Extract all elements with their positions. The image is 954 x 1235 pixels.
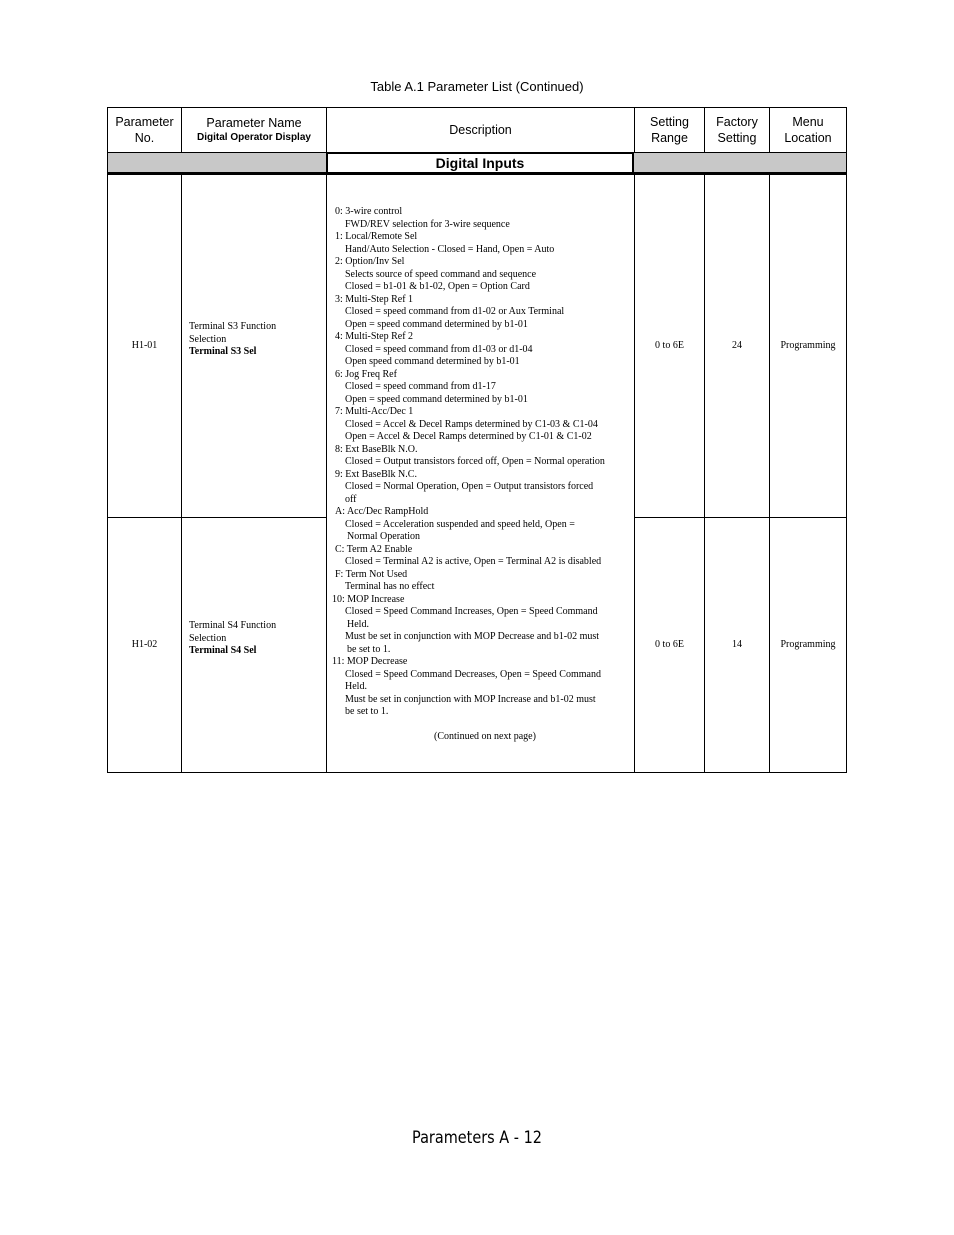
param-display: Terminal S4 Sel <box>189 645 257 656</box>
divider <box>181 108 182 152</box>
menu-location-h1-02: Programming <box>780 638 836 650</box>
header-setting-range <box>635 108 704 151</box>
desc-line: 4: Multi-Step Ref 2 <box>335 331 414 342</box>
param-no-h1-02: H1-02 <box>131 638 158 650</box>
divider <box>326 108 327 152</box>
header-parameter-name <box>182 108 326 151</box>
desc-line: Terminal has no effect <box>345 581 435 592</box>
desc-line: Closed = Terminal A2 is active, Open = Terminal A2 is disabled <box>345 556 602 567</box>
desc-line: Normal Operation <box>347 531 421 542</box>
setting-range-h1-01: 0 to 6E <box>655 339 684 351</box>
desc-line: FWD/REV selection for 3-wire sequence <box>345 218 510 230</box>
desc-line: Closed = speed command from d1-03 or d1-04 <box>345 343 533 355</box>
desc-line: Hand/Auto Selection - Closed = Hand, Open = Auto <box>345 243 555 255</box>
header-factory-setting <box>705 108 769 151</box>
table-caption: Table A.1 Parameter List (Continued) <box>370 79 584 94</box>
section-band-right <box>634 152 846 175</box>
desc-line: 3: Multi-Step Ref 1 <box>335 293 414 305</box>
description-text <box>332 206 635 743</box>
desc-line: be set to 1. <box>345 706 389 717</box>
desc-line: 0: 3-wire control <box>335 206 403 217</box>
desc-line: Closed = Output transistors forced off, Open = Normal operation <box>345 456 605 467</box>
param-name-line2: Selection <box>189 333 227 345</box>
desc-line: Closed = Normal Operation, Open = Output transistors forced <box>345 481 594 492</box>
desc-line: Closed = speed command from d1-02 or Aux Terminal <box>345 306 565 317</box>
factory-setting-h1-01: 24 <box>732 339 742 351</box>
header-parameter-no-label: Parameter No. <box>115 114 174 145</box>
desc-line: A: Acc/Dec RampHold <box>335 506 429 517</box>
desc-line: Closed = Accel & Decel Ramps determined by C1-03 & C1-04 <box>345 418 598 430</box>
param-no-h1-01: H1-01 <box>131 339 158 351</box>
param-name-h1-01 <box>189 321 324 359</box>
desc-line: Open = Accel & Decel Ramps determined by C1-01 & C1-02 <box>345 431 592 442</box>
desc-line: 8: Ext BaseBlk N.O. <box>335 443 418 455</box>
desc-line: 2: Option/Inv Sel <box>335 256 405 267</box>
header-menu-location <box>770 108 846 151</box>
desc-line: Held. <box>345 681 367 692</box>
header-description <box>327 108 634 151</box>
param-name-line1: Terminal S4 Function <box>189 620 277 631</box>
menu-location-h1-01: Programming <box>780 339 836 351</box>
desc-line: Must be set in conjunction with MOP Decrease and b1-02 must <box>345 631 600 642</box>
continued-note: (Continued on next page) <box>434 730 536 742</box>
header-parameter-no <box>108 108 181 151</box>
divider <box>769 108 770 152</box>
divider <box>704 108 705 152</box>
desc-line: 11: MOP Decrease <box>332 656 408 667</box>
desc-line: 1: Local/Remote Sel <box>335 231 418 242</box>
desc-line: Open = speed command determined by b1-01 <box>345 318 528 330</box>
desc-line: Closed = Speed Command Increases, Open = Speed Command <box>345 606 598 617</box>
desc-line: F: Term Not Used <box>335 568 408 580</box>
divider <box>181 175 182 772</box>
header-setting-range-label: Setting Range <box>650 114 689 145</box>
desc-line: Closed = b1-01 & b1-02, Open = Option Card <box>345 281 530 292</box>
param-name-h1-02 <box>189 620 324 658</box>
header-parameter-name-label: Parameter Name <box>206 116 302 130</box>
desc-line: off <box>345 493 357 505</box>
desc-line: Open = speed command determined by b1-01 <box>345 393 528 405</box>
page-footer: Parameters A - 12 <box>412 1128 542 1148</box>
desc-line: Closed = Speed Command Decreases, Open = Speed Command <box>345 668 601 680</box>
param-name-line2: Selection <box>189 632 227 644</box>
desc-line: Must be set in conjunction with MOP Increase and b1-02 must <box>345 693 596 705</box>
section-band-left <box>108 152 326 175</box>
desc-line: 9: Ext BaseBlk N.C. <box>335 468 417 480</box>
desc-line: Closed = speed command from d1-17 <box>345 381 496 392</box>
desc-line: be set to 1. <box>347 643 391 655</box>
section-title: Digital Inputs <box>326 152 634 175</box>
header-parameter-name-sub: Digital Operator Display <box>197 132 311 143</box>
setting-range-h1-02: 0 to 6E <box>655 638 684 650</box>
header-description-label: Description <box>449 122 512 137</box>
factory-setting-h1-02: 14 <box>732 638 742 650</box>
desc-line: 7: Multi-Acc/Dec 1 <box>335 406 414 417</box>
desc-line: 6: Jog Freq Ref <box>335 368 397 380</box>
parameter-table <box>107 107 847 773</box>
param-display: Terminal S3 Sel <box>189 346 257 357</box>
desc-line: Open speed command determined by b1-01 <box>345 356 520 367</box>
divider <box>326 175 327 772</box>
header-menu-location-label: Menu Location <box>784 114 832 145</box>
header-factory-setting-label: Factory Setting <box>716 114 758 145</box>
desc-line: 10: MOP Increase <box>332 593 405 605</box>
divider <box>634 108 635 152</box>
param-name-line1: Terminal S3 Function <box>189 321 277 332</box>
desc-line: Held. <box>347 618 369 630</box>
desc-line: Selects source of speed command and sequence <box>345 268 537 280</box>
desc-line: Closed = Acceleration suspended and speed held, Open = <box>345 518 575 530</box>
desc-line: C: Term A2 Enable <box>335 543 413 555</box>
